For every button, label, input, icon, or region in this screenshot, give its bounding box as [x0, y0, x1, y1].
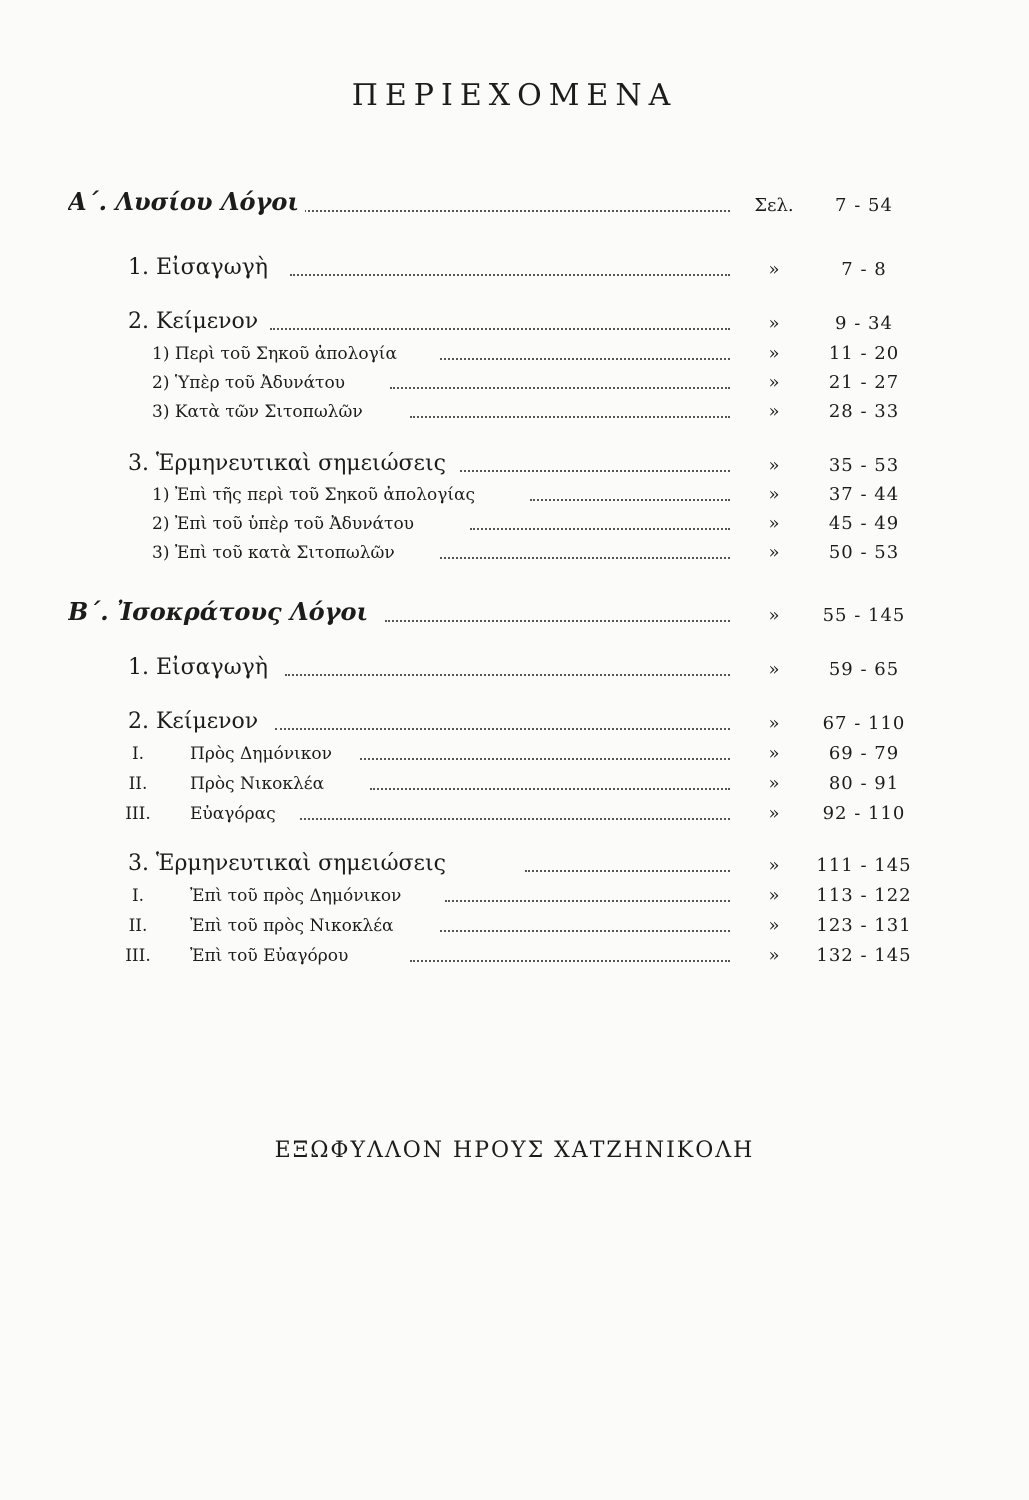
roman-numeral: II. — [128, 916, 148, 936]
entry-label: 2. Κείμενον — [128, 709, 264, 734]
toc-subentry — [0, 392, 1029, 422]
toc-subentry — [0, 906, 1029, 936]
page-range: 50 - 53 — [828, 542, 900, 563]
ditto-mark: » — [768, 713, 780, 734]
entry-label: 3) Κατὰ τῶν Σιτοπωλῶν — [152, 402, 369, 422]
dot-leader — [285, 674, 730, 676]
page-range: 59 - 65 — [828, 659, 900, 680]
page-range: 80 - 91 — [828, 773, 900, 794]
page-range: 7 - 8 — [841, 259, 887, 280]
toc-subentry — [0, 876, 1029, 906]
toc-subentry — [0, 504, 1029, 534]
ditto-mark: » — [768, 259, 780, 280]
toc-entry-intro — [0, 650, 1029, 680]
toc-subentry — [0, 334, 1029, 364]
entry-label: 1) Ἐπὶ τῆς περὶ τοῦ Σηκοῦ ἀπολογίας — [152, 485, 481, 505]
ditto-mark: » — [768, 372, 780, 393]
entry-label: 1) Περὶ τοῦ Σηκοῦ ἀπολογία — [152, 344, 403, 364]
dot-leader — [410, 960, 730, 962]
dot-leader — [370, 788, 730, 790]
page-range: 113 - 122 — [816, 885, 912, 906]
roman-numeral: III. — [125, 804, 151, 824]
ditto-mark: » — [768, 484, 780, 505]
page-range: 21 - 27 — [828, 372, 900, 393]
dot-leader — [530, 499, 730, 501]
toc-subentry — [0, 764, 1029, 794]
roman-numeral: I. — [131, 886, 145, 906]
ditto-mark: » — [768, 773, 780, 794]
toc-entry-intro — [0, 250, 1029, 280]
entry-label: 2. Κείμενον — [128, 309, 264, 334]
ditto-mark: » — [768, 743, 780, 764]
ditto-mark: » — [768, 945, 780, 966]
dot-leader — [300, 818, 730, 820]
toc-entry-notes — [0, 846, 1029, 876]
page-range: 69 - 79 — [828, 743, 900, 764]
toc-entry-text — [0, 704, 1029, 734]
page-range: 55 - 145 — [822, 605, 906, 626]
toc-subentry — [0, 794, 1029, 824]
entry-label: 2) Ὑπὲρ τοῦ Ἀδυνάτου — [152, 373, 351, 393]
dot-leader — [290, 274, 730, 276]
ditto-mark: » — [768, 659, 780, 680]
roman-numeral: II. — [128, 774, 148, 794]
page-range: 123 - 131 — [816, 915, 912, 936]
dot-leader — [440, 358, 730, 360]
page-range: 92 - 110 — [822, 803, 906, 824]
cover-credit: ΕΞΩΦΥΛΛΟΝ ΗΡΟΥΣ ΧΑΤΖΗΝΙΚΟΛΗ — [274, 1138, 755, 1163]
ditto-mark: » — [768, 605, 780, 626]
page-title: ΠΕΡΙΕΧΟΜΕΝΑ — [351, 78, 678, 113]
entry-label: 3. Ἑρμηνευτικαὶ σημειώσεις — [128, 851, 452, 876]
page-range: 11 - 20 — [828, 343, 900, 364]
ditto-mark: » — [768, 915, 780, 936]
page-range: 28 - 33 — [828, 401, 900, 422]
dot-leader — [470, 528, 730, 530]
toc-subentry — [0, 936, 1029, 966]
toc-subentry — [0, 533, 1029, 563]
page-prefix: Σελ. — [754, 195, 794, 216]
dot-leader — [445, 900, 730, 902]
page-range: 37 - 44 — [828, 484, 900, 505]
dot-leader — [390, 387, 730, 389]
page-range: 9 - 34 — [835, 313, 893, 334]
toc-subentry — [0, 363, 1029, 393]
page-range: 7 - 54 — [835, 195, 893, 216]
dot-leader — [525, 870, 730, 872]
entry-label: Ἐπὶ τοῦ πρὸς Δημόνικον — [190, 886, 407, 906]
entry-label: Ἐπὶ τοῦ πρὸς Νικοκλέα — [190, 916, 400, 936]
ditto-mark: » — [768, 401, 780, 422]
ditto-mark: » — [768, 803, 780, 824]
page-range: 111 - 145 — [816, 855, 912, 876]
ditto-mark: » — [768, 343, 780, 364]
ditto-mark: » — [768, 313, 780, 334]
dot-leader — [300, 210, 730, 212]
page-range: 35 - 53 — [828, 455, 900, 476]
page-range: 45 - 49 — [828, 513, 900, 534]
ditto-mark: » — [768, 855, 780, 876]
page-range: 67 - 110 — [822, 713, 906, 734]
dot-leader — [385, 620, 730, 622]
dot-leader — [360, 758, 730, 760]
toc-entry-notes — [0, 446, 1029, 476]
dot-leader — [270, 328, 730, 330]
toc-entry-text — [0, 304, 1029, 334]
toc-subentry — [0, 734, 1029, 764]
dot-leader — [460, 470, 730, 472]
page-range: 132 - 145 — [816, 945, 912, 966]
roman-numeral: III. — [125, 946, 151, 966]
entry-label: Πρὸς Δημόνικον — [190, 744, 338, 764]
section-title: Β΄. Ἰσοκράτους Λόγοι — [68, 597, 374, 626]
section-title: Α΄. Λυσίου Λόγοι — [68, 187, 305, 216]
entry-label: Εὐαγόρας — [190, 804, 282, 824]
ditto-mark: » — [768, 455, 780, 476]
entry-label: 2) Ἐπὶ τοῦ ὑπὲρ τοῦ Ἀδυνάτου — [152, 514, 420, 534]
ditto-mark: » — [768, 542, 780, 563]
entry-label: 1. Εἰσαγωγὴ — [128, 655, 274, 680]
dot-leader — [440, 930, 730, 932]
ditto-mark: » — [768, 513, 780, 534]
ditto-mark: » — [768, 885, 780, 906]
entry-label: 3. Ἑρμηνευτικαὶ σημειώσεις — [128, 451, 452, 476]
dot-leader — [275, 728, 730, 730]
dot-leader — [410, 416, 730, 418]
toc-section-isocrates — [0, 596, 1029, 626]
toc-section-lysias — [0, 186, 1029, 216]
entry-label: Πρὸς Νικοκλέα — [190, 774, 330, 794]
dot-leader — [440, 557, 730, 559]
entry-label: 1. Εἰσαγωγὴ — [128, 255, 274, 280]
entry-label: 3) Ἐπὶ τοῦ κατὰ Σιτοπωλῶν — [152, 543, 401, 563]
toc-subentry — [0, 475, 1029, 505]
entry-label: Ἐπὶ τοῦ Εὐαγόρου — [190, 946, 354, 966]
roman-numeral: I. — [131, 744, 145, 764]
